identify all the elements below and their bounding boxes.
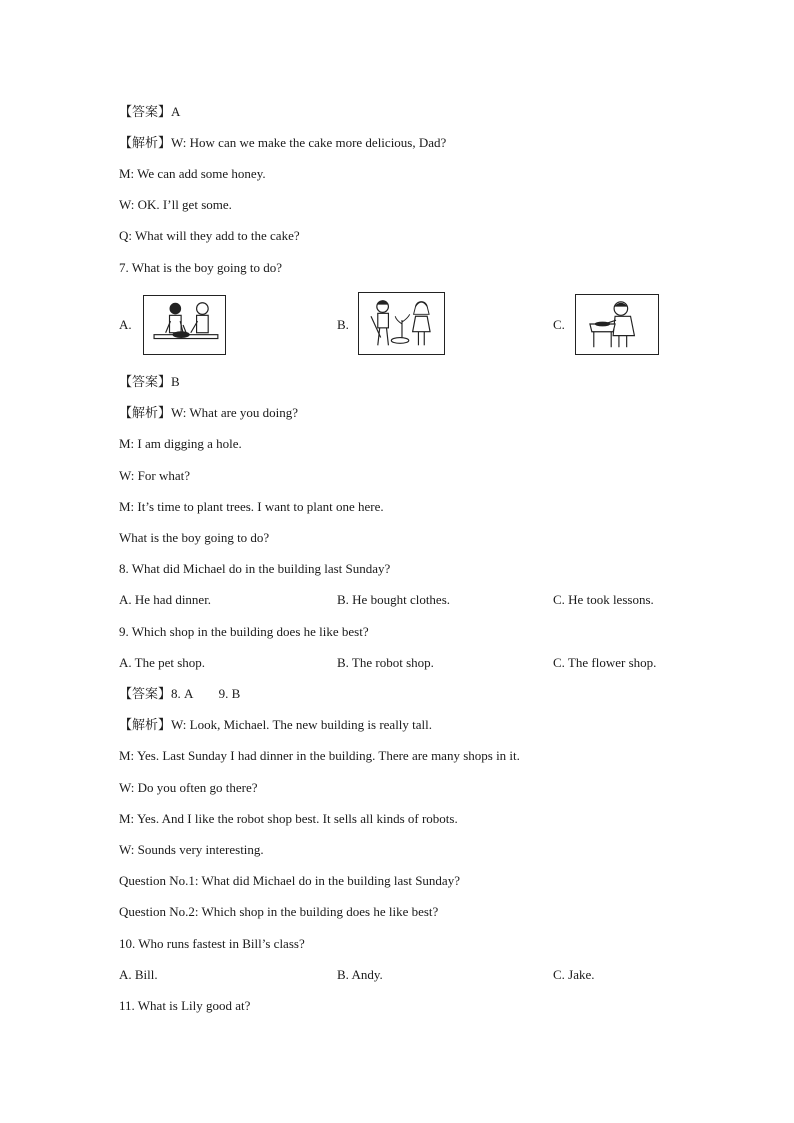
analysis-q8-line3: W: Do you often go there? [119,780,258,795]
question-11: 11. What is Lily good at? [119,998,251,1013]
analysis-q8-line4: M: Yes. And I like the robot shop best. It sells all kinds of robots. [119,811,458,826]
q7-option-a-label: A. [119,317,132,332]
analysis-q8-question1: Question No.1: What did Michael do in the building last Sunday? [119,873,460,888]
question-8: 8. What did Michael do in the building last Sunday? [119,561,391,576]
analysis-q7-question: What is the boy going to do? [119,530,270,545]
analysis-q7-line4: M: It’s time to plant trees. I want to plant one here. [119,499,384,514]
analysis-q7-line2: M: I am digging a hole. [119,436,242,451]
analysis-q8-question2: Question No.2: Which shop in the building does he like best? [119,904,439,919]
analysis-q6-line3: W: OK. I’ll get some. [119,197,232,212]
analysis-q8-line2: M: Yes. Last Sunday I had dinner in the building. There are many shops in it. [119,748,520,763]
answer-q7: 【答案】B [119,374,180,389]
answer-q8-q9: 【答案】8. A 9. B [119,686,241,701]
analysis-q7-line3: W: For what? [119,468,190,483]
question-7: 7. What is the boy going to do? [119,260,282,275]
question-9: 9. Which shop in the building does he like best? [119,624,369,639]
q7-option-c-label: C. [553,317,565,332]
kids-planting-tree-icon [358,292,445,355]
analysis-q6-question: Q: What will they add to the cake? [119,228,300,243]
analysis-q7-line1: 【解析】W: What are you doing? [119,405,299,420]
q9-option-a: A. The pet shop. [119,655,206,670]
two-kids-cooking-icon [143,295,226,355]
q8-option-b: B. He bought clothes. [337,592,451,607]
q10-option-a: A. Bill. [119,967,158,982]
q10-option-c: C. Jake. [553,967,595,982]
q10-option-b: B. Andy. [337,967,383,982]
q7-option-b-label: B. [337,317,349,332]
boy-washing-dishes-icon [575,294,659,355]
analysis-q6-line1: 【解析】W: How can we make the cake more delicious, Dad? [119,135,447,150]
q9-option-b: B. The robot shop. [337,655,434,670]
answer-q6: 【答案】A [119,104,181,119]
question-10: 10. Who runs fastest in Bill’s class? [119,936,305,951]
analysis-q8-line5: W: Sounds very interesting. [119,842,264,857]
analysis-q6-line2: M: We can add some honey. [119,166,266,181]
q8-option-c: C. He took lessons. [553,592,654,607]
q8-option-a: A. He had dinner. [119,592,212,607]
analysis-q8-line1: 【解析】W: Look, Michael. The new building is really tall. [119,717,433,732]
q9-option-c: C. The flower shop. [553,655,657,670]
